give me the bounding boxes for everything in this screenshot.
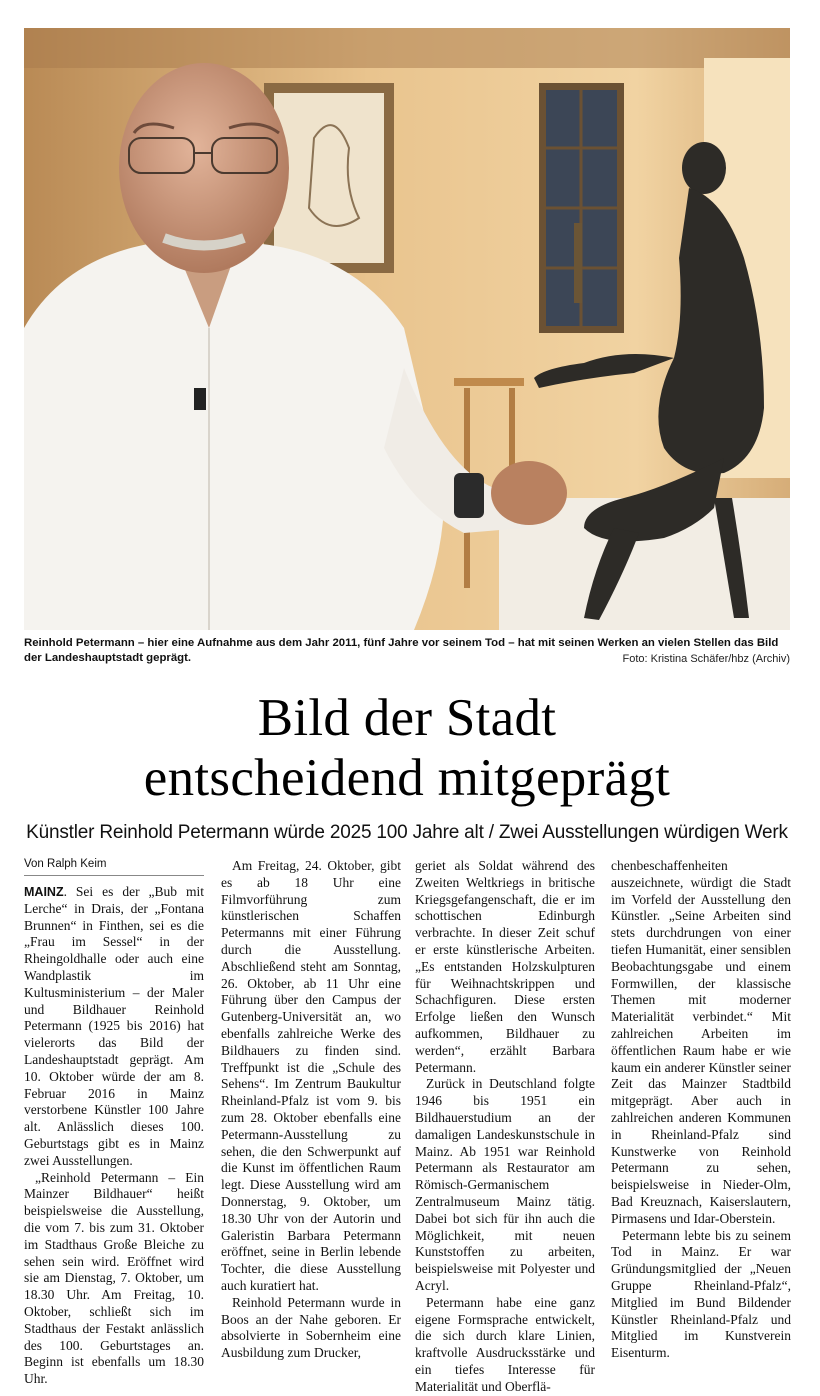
article-column-4	[611, 858, 791, 1362]
headline	[24, 688, 790, 808]
paragraph: Reinhold Petermann wurde in Boos an der Nahe geboren. Er absolvierte in Sobernheim eine Ausbildung zum Drucker,	[221, 1294, 401, 1361]
paragraph-text: . Sei es der „Bub mit Lerche“ in Drais, der „Fontana Brunnen“ in Finthen, sei es die „Frau im Sessel“ in der Rheingoldhalle oder auch eine Wandplastik im Kultusministerium – der Maler und Bildhauer Reinhold Petermann (1925 bis 2016) hat vielerorts das Bild der Landeshauptstadt geprägt. Am 10. Oktober würde der am 8. Februar 2016 in Mainz verstorbene Künstler 100 Jahre alt. Anlässlich dieses 100. Geburtstags gibt es in Mainz zwei Ausstellungen.	[24, 884, 204, 1168]
subheadline: Künstler Reinhold Petermann würde 2025 100 Jahre alt / Zwei Ausstellungen würdigen Werk	[26, 822, 788, 843]
headline-line-1: Bild der Stadt	[257, 689, 557, 747]
photo-illustration	[24, 28, 790, 630]
paragraph: geriet als Soldat während des Zweiten Weltkriegs in britische Kriegsgefangenschaft, die er im schottischen Edinburgh verbrachte. In dieser Zeit schuf er erste künstlerische Arbeiten. „Es entstanden Holzskulpturen für Weihnachtskrippen und Schachfiguren. Diese ersten Erfolge ließen den Wunsch aufkommen, Bildhauer zu werden“, erzählt Barbara Petermann.	[415, 858, 595, 1075]
paragraph: Zurück in Deutschland folgte 1946 bis 1951 ein Bildhauerstudium an der damaligen Landeskunstschule in Mainz. Ab 1951 war Reinhold Petermann als Restaurator am Römisch-Germanischem Zentralmuseum Mainz tätig. Dabei bot sich für ihn auch die Möglichkeit, mit neuen Kunststoffen zu arbeiten, beispielsweise mit Polyester und Acryl.	[415, 1076, 595, 1293]
dateline: MAINZ	[24, 885, 64, 899]
photo-credit: Foto: Kristina Schäfer/hbz (Archiv)	[622, 653, 790, 665]
paragraph: Am Freitag, 24. Oktober, gibt es ab 18 Uhr eine Filmvorführung zum künstlerischen Schaffen Petermanns mit einer Führung durch die Ausstellung. Abschließend steht am Sonntag, 26. Oktober, ab 11 Uhr eine Führung über den Campus der Gutenberg-Universität an, wo ebenfalls zahlreiche Werke des Bildhauers zu finden sind. Treffpunkt ist die „Schule des Sehens“. Im Zentrum Baukultur Rheinland-Pfalz ist vom 9. bis zum 28. Oktober ebenfalls eine Petermann-Ausstellung zu sehen, die den Schwerpunkt auf die Kunst im öffentlichen Raum legt. Diese Ausstellung wird am Donnerstag, 9. Oktober, um 18.30 Uhr von der Autorin und Galeristin Barbara Petermann eröffnet, seine in Berlin lebende Tochter, die diese Ausstellung auch kuratiert hat.	[221, 858, 401, 1293]
byline: Von Ralph Keim	[24, 856, 204, 876]
article-photo	[24, 28, 790, 630]
article-column-3	[415, 858, 595, 1396]
paragraph: chenbeschaffenheiten auszeichnete, würdigt die Stadt im Vorfeld der Ausstellung den Künstler. „Seine Arbeiten sind stets durchdrungen von einer tiefen Humanität, einer sensiblen Beobachtungsgabe und einem Formwillen, der klassische Themen mit moderner Materialität verbindet.“ Mit zahlreichen Arbeiten im öffentlichen Raum habe er wie kaum ein anderer Künstler seiner Zeit das Mainzer Stadtbild mitgeprägt. Aber auch in zahlreichen anderen Kommunen in Rheinland-Pfalz sind Kunstwerke von Reinhold Petermann zu sehen, beispielsweise in Nieder-Olm, Bad Kreuznach, Kaiserslautern, Pirmasens und Idar-Oberstein.	[611, 858, 791, 1226]
paragraph: „Reinhold Petermann – Ein Mainzer Bildhauer“ heißt beispielsweise die Ausstellung, die vom 7. bis zum 31. Oktober im Stadthaus Große Bleiche zu sehen sein wird. Eröffnet wird sie am Dienstag, 7. Oktober, um 18.30 Uhr. Am Freitag, 10. Oktober, schließt sich im Stadthaus der Festakt anlässlich des 100. Geburtstages an. Beginn ist ebenfalls um 18.30 Uhr.	[24, 1169, 204, 1387]
paragraph: Petermann habe eine ganz eigene Formsprache entwickelt, die sich durch klare Linien, kraftvolle Ausdrucksstärke und ein tiefes Interesse für Materialität und Oberflä-	[415, 1294, 595, 1394]
paragraph: Petermann lebte bis zu seinem Tod in Mainz. Er war Gründungsmitglied der „Neuen Gruppe Rheinland-Pfalz“, Mitglied im Bund Bildender Künstler Rheinland-Pfalz und Mitglied im Kunstverein Eisenturm.	[611, 1227, 791, 1361]
photo-caption: Reinhold Petermann – hier eine Aufnahme aus dem Jahr 2011, fünf Jahre vor seinem Tod – hat mit seinen Werken an vielen Stellen das Bild der Landeshauptstadt geprägt.	[24, 637, 779, 664]
paragraph	[24, 884, 204, 1170]
article-column-1	[24, 856, 204, 1388]
article-column-2	[221, 858, 401, 1362]
headline-line-2: entscheidend mitgeprägt	[143, 749, 671, 807]
